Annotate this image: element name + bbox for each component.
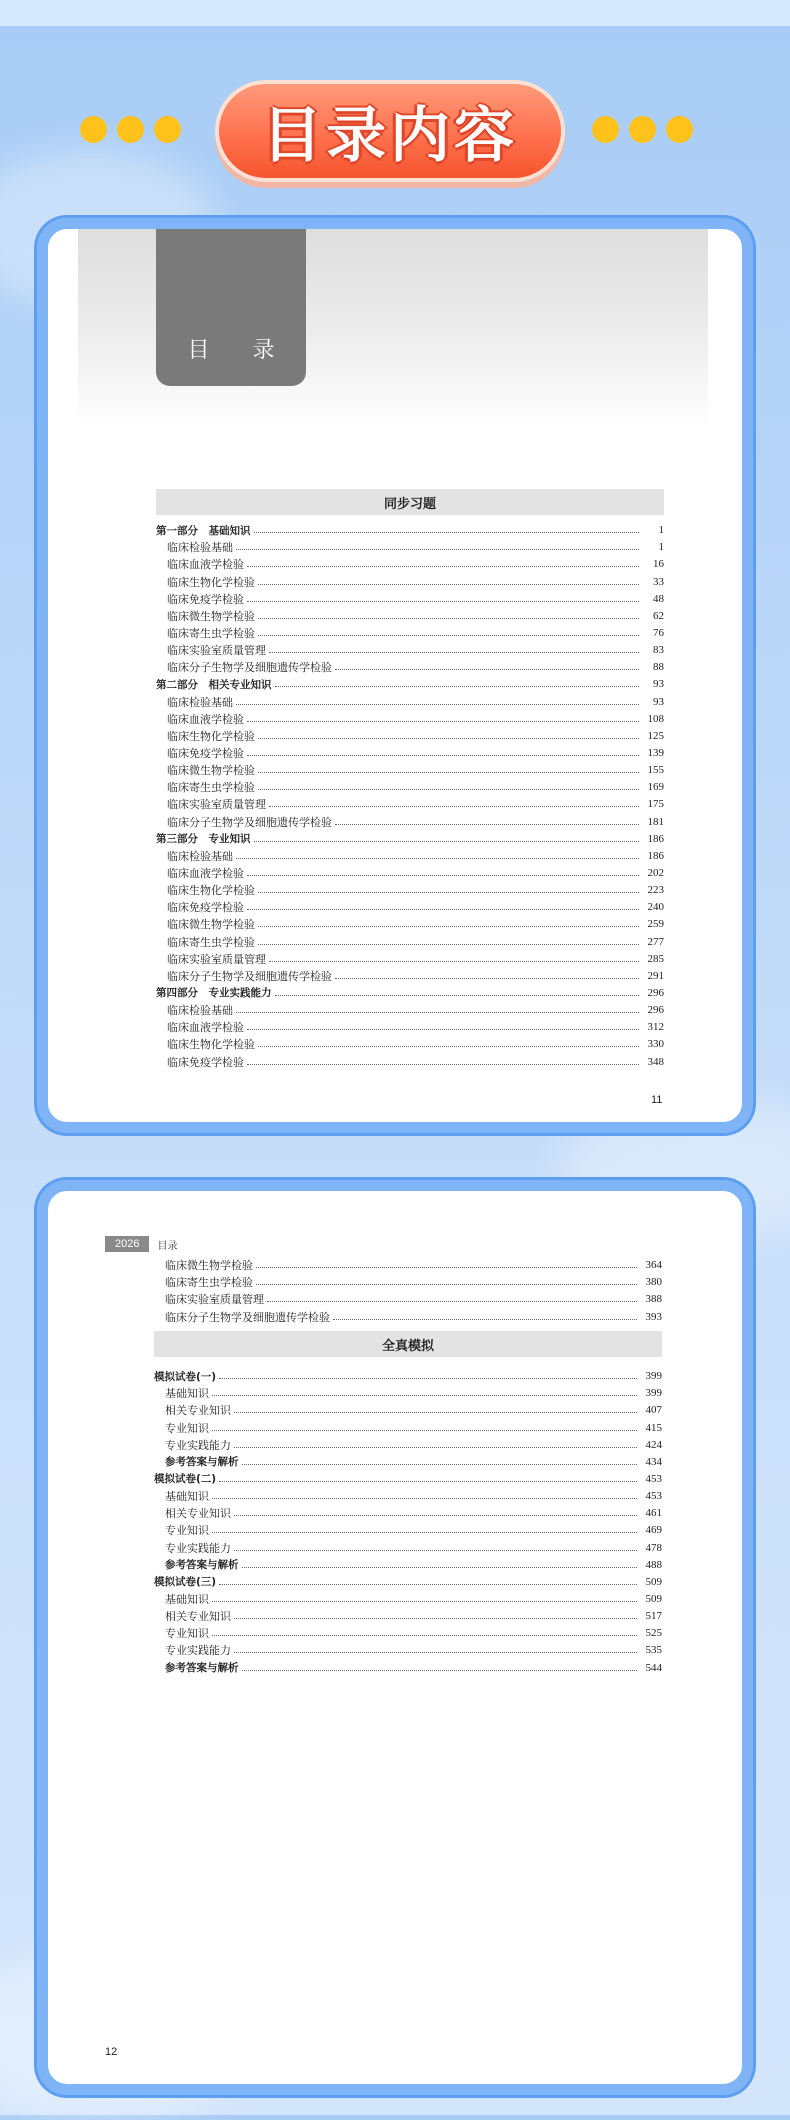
- toc-entry-label: 临床寄生虫学检验: [167, 935, 255, 949]
- toc-entry-label: 临床实验室质量管理: [167, 952, 266, 966]
- toc-entry-label: 相关专业知识: [165, 1507, 231, 1521]
- dot-leader: [256, 1284, 637, 1285]
- toc-entry-page: 380: [645, 1276, 662, 1289]
- dot-icon: [154, 116, 181, 143]
- toc-entry: [156, 605, 664, 622]
- toc-entry: [154, 1554, 662, 1571]
- toc-entry: [154, 1434, 662, 1451]
- toc-entry-label: 临床血液学检验: [167, 712, 244, 726]
- toc-entry-page: 535: [645, 1644, 662, 1657]
- toc-entry-label: 临床血液学检验: [167, 1021, 244, 1035]
- toc-entry-label: 模拟试卷(三): [154, 1576, 217, 1589]
- section-title: 全真模拟: [381, 1338, 434, 1354]
- toc-entry-label: 第二部分 相关专业知识: [156, 678, 272, 691]
- toc-entry: [156, 845, 664, 862]
- toc-entry-page: 399: [645, 1370, 662, 1383]
- toc-entry-page: 461: [645, 1507, 662, 1520]
- dot-leader: [219, 1481, 637, 1482]
- toc-entry-page: 544: [645, 1661, 662, 1674]
- dot-leader: [254, 532, 640, 533]
- toc-entry-label: 临床生物化学检验: [167, 729, 255, 743]
- toc-entry-page: 223: [647, 884, 664, 897]
- toc-entry-label: 专业知识: [165, 1421, 209, 1435]
- toc-entry: [154, 1588, 662, 1605]
- toc-entry-page: 83: [653, 644, 664, 657]
- toc-entry: [154, 1502, 662, 1519]
- dot-leader: [258, 1046, 639, 1047]
- toc-entry: [156, 639, 664, 656]
- toc-entry: [156, 999, 664, 1016]
- toc-entry: [154, 1305, 662, 1322]
- toc-entry-page: 330: [647, 1038, 664, 1051]
- contents-tab-title: 目 录: [187, 338, 293, 363]
- toc-entry-label: 临床检验基础: [167, 541, 233, 555]
- decorative-dots-right: [592, 116, 693, 143]
- toc-entry-label: 临床寄生虫学检验: [165, 1276, 253, 1290]
- toc-entry-label: 参考答案与解析: [165, 1662, 239, 1675]
- toc-entry-label: 临床血液学检验: [167, 866, 244, 880]
- toc-entry: [154, 1451, 662, 1468]
- dot-leader: [247, 909, 639, 910]
- dot-leader: [258, 892, 639, 893]
- toc-part-entry: [156, 828, 664, 845]
- toc-entry-label: 临床检验基础: [167, 695, 233, 709]
- toc-entry-page: 291: [647, 969, 664, 982]
- toc-entry: [156, 622, 664, 639]
- toc-entry: [156, 536, 664, 553]
- dot-leader: [333, 1319, 637, 1320]
- dot-leader: [212, 1532, 637, 1533]
- toc-entry-label: 临床免疫学检验: [167, 746, 244, 760]
- dot-leader: [258, 618, 639, 619]
- dot-leader: [258, 789, 639, 790]
- toc-entry-label: 专业实践能力: [165, 1438, 231, 1452]
- toc-entry: [156, 948, 664, 965]
- toc-entry-label: 临床血液学检验: [167, 558, 244, 572]
- toc-entry: [156, 862, 664, 879]
- toc-entry-label: 基础知识: [165, 1592, 209, 1606]
- toc-entry-page: 488: [645, 1558, 662, 1571]
- decorative-dots-left: [80, 116, 181, 143]
- dot-leader: [247, 721, 639, 722]
- toc-entry-page: 139: [647, 746, 664, 759]
- toc-entry-page: 175: [647, 798, 664, 811]
- dot-icon: [80, 116, 107, 143]
- toc-entry: [156, 588, 664, 605]
- dot-leader: [247, 875, 639, 876]
- toc-entry-page: 453: [645, 1472, 662, 1485]
- dot-leader: [236, 549, 639, 550]
- toc-entry-label: 专业知识: [165, 1627, 209, 1641]
- dot-leader: [335, 978, 639, 979]
- toc-entry: [156, 793, 664, 810]
- dot-leader: [256, 1267, 637, 1268]
- toc-entry-label: 基础知识: [165, 1490, 209, 1504]
- toc-entry-page: 434: [645, 1455, 662, 1468]
- toc-entry-page: 296: [647, 1004, 664, 1017]
- dot-leader: [258, 926, 639, 927]
- dot-icon: [629, 116, 656, 143]
- dot-leader: [258, 584, 639, 585]
- banner-pill: [215, 80, 565, 182]
- toc-page-card-1: [37, 218, 753, 1133]
- top-strip: [0, 0, 790, 26]
- dot-leader: [212, 1635, 637, 1636]
- toc-entry-page: 509: [645, 1575, 662, 1588]
- toc-entry-label: 专业知识: [165, 1524, 209, 1538]
- toc-entry-page: 525: [645, 1627, 662, 1640]
- toc-entry-page: 33: [653, 575, 664, 588]
- dot-leader: [234, 1652, 637, 1653]
- dot-leader: [267, 1301, 637, 1302]
- toc-entry-page: 478: [645, 1541, 662, 1554]
- toc-entry-page: 155: [647, 764, 664, 777]
- toc-entry-page: 285: [647, 952, 664, 965]
- toc-entry-label: 临床免疫学检验: [167, 901, 244, 915]
- toc-entry-label: 参考答案与解析: [165, 1559, 239, 1572]
- dot-leader: [269, 806, 639, 807]
- dot-leader: [242, 1670, 638, 1671]
- dot-leader: [247, 566, 639, 567]
- toc-part-entry: [154, 1468, 662, 1485]
- dot-leader: [275, 686, 640, 687]
- dot-leader: [247, 1064, 639, 1065]
- toc-entry: [154, 1254, 662, 1271]
- page-number: 12: [105, 2046, 118, 2058]
- toc-entry-page: 348: [647, 1055, 664, 1068]
- dot-leader: [212, 1395, 637, 1396]
- contents-tab: [156, 229, 306, 386]
- toc-entry-label: 专业实践能力: [165, 1541, 231, 1555]
- toc-entry: [156, 570, 664, 587]
- toc-entry: [154, 1485, 662, 1502]
- toc-entry: [156, 708, 664, 725]
- toc-entry: [154, 1622, 662, 1639]
- dot-leader: [258, 944, 639, 945]
- toc-list: [154, 1365, 662, 1674]
- dot-leader: [219, 1584, 637, 1585]
- dot-leader: [236, 1012, 639, 1013]
- toc-entry: [156, 930, 664, 947]
- toc-entry-label: 专业实践能力: [165, 1644, 231, 1658]
- toc-entry-page: 415: [645, 1421, 662, 1434]
- toc-entry: [154, 1519, 662, 1536]
- toc-entry-page: 388: [645, 1293, 662, 1306]
- banner-title: 目录内容: [262, 101, 518, 171]
- toc-entry-page: 469: [645, 1524, 662, 1537]
- toc-entry: [156, 690, 664, 707]
- toc-entry-label: 临床微生物学检验: [165, 1259, 253, 1273]
- toc-entry-page: 202: [647, 866, 664, 879]
- toc-entry-label: 临床实验室质量管理: [167, 798, 266, 812]
- toc-entry: [154, 1399, 662, 1416]
- toc-entry-page: 186: [647, 832, 664, 845]
- toc-entry-label: 临床分子生物学及细胞遗传学检验: [165, 1310, 330, 1324]
- toc-entry-label: 临床分子生物学及细胞遗传学检验: [167, 661, 332, 675]
- dot-leader: [212, 1601, 637, 1602]
- dot-leader: [234, 1515, 637, 1516]
- toc-entry-page: 393: [645, 1310, 662, 1323]
- dot-leader: [234, 1412, 637, 1413]
- toc-entry-label: 第三部分 专业知识: [156, 833, 251, 846]
- toc-entry-label: 模拟试卷(一): [154, 1370, 217, 1383]
- toc-part-entry: [154, 1365, 662, 1382]
- toc-entry-label: 临床实验室质量管理: [165, 1293, 264, 1307]
- toc-part-entry: [156, 519, 664, 536]
- dot-leader: [212, 1430, 637, 1431]
- toc-entry-page: 312: [647, 1021, 664, 1034]
- toc-entry-label: 临床微生物学检验: [167, 764, 255, 778]
- toc-entry-page: 509: [645, 1592, 662, 1605]
- toc-entry-page: 93: [653, 678, 664, 691]
- toc-entry-label: 临床微生物学检验: [167, 918, 255, 932]
- section-title-bar: [156, 489, 664, 515]
- toc-entry: [154, 1382, 662, 1399]
- toc-entry: [156, 810, 664, 827]
- toc-entry: [156, 776, 664, 793]
- toc-entry-page: 125: [647, 729, 664, 742]
- dot-leader: [258, 635, 639, 636]
- toc-entry-label: 临床检验基础: [167, 1004, 233, 1018]
- toc-entry: [156, 553, 664, 570]
- dot-leader: [254, 841, 640, 842]
- toc-part-entry: [156, 982, 664, 999]
- dot-leader: [234, 1550, 637, 1551]
- toc-entry: [154, 1639, 662, 1656]
- toc-entry-label: 临床分子生物学及细胞遗传学检验: [167, 815, 332, 829]
- banner: [0, 80, 790, 184]
- dot-leader: [212, 1498, 637, 1499]
- toc-part-entry: [156, 673, 664, 690]
- dot-icon: [666, 116, 693, 143]
- toc-entry-page: 240: [647, 901, 664, 914]
- dot-leader: [275, 995, 640, 996]
- toc-entry: [156, 725, 664, 742]
- dot-icon: [592, 116, 619, 143]
- toc-part-entry: [154, 1571, 662, 1588]
- toc-entry: [156, 1016, 664, 1033]
- dot-leader: [234, 1447, 637, 1448]
- toc-entry: [154, 1605, 662, 1622]
- toc-entry: [156, 965, 664, 982]
- toc-entry-page: 1: [658, 541, 664, 554]
- toc-entry: [156, 1050, 664, 1067]
- toc-entry-page: 259: [647, 918, 664, 931]
- section-title-bar: [154, 1331, 662, 1357]
- toc-entry-page: 277: [647, 935, 664, 948]
- toc-entry: [156, 1033, 664, 1050]
- toc-entry-label: 临床实验室质量管理: [167, 644, 266, 658]
- toc-entry-label: 临床生物化学检验: [167, 575, 255, 589]
- toc-entry: [154, 1656, 662, 1673]
- toc-entry-page: 88: [653, 661, 664, 674]
- toc-list: [156, 519, 664, 1068]
- toc-entry-page: 186: [647, 849, 664, 862]
- toc-page-card-2: [37, 1180, 753, 2095]
- dot-leader: [219, 1378, 637, 1379]
- toc-entry-page: 169: [647, 781, 664, 794]
- dot-leader: [247, 755, 639, 756]
- toc-entry-label: 临床分子生物学及细胞遗传学检验: [167, 969, 332, 983]
- dot-leader: [242, 1567, 638, 1568]
- section-title: 同步习题: [383, 496, 436, 512]
- toc-entry: [156, 759, 664, 776]
- toc-entry-label: 相关专业知识: [165, 1610, 231, 1624]
- toc-entry: [156, 896, 664, 913]
- toc-entry-page: 48: [653, 592, 664, 605]
- dot-leader: [335, 669, 639, 670]
- toc-entry-label: 临床免疫学检验: [167, 1055, 244, 1069]
- toc-entry-page: 424: [645, 1438, 662, 1451]
- toc-entry-page: 62: [653, 609, 664, 622]
- toc-entry: [154, 1271, 662, 1288]
- dot-leader: [269, 961, 639, 962]
- dot-leader: [236, 858, 639, 859]
- toc-entry-page: 76: [653, 626, 664, 639]
- running-header: [105, 1236, 177, 1252]
- toc-entry-label: 第四部分 专业实践能力: [156, 987, 272, 1000]
- toc-entry: [156, 913, 664, 930]
- dot-leader: [335, 824, 639, 825]
- toc-entry-label: 临床寄生虫学检验: [167, 626, 255, 640]
- running-title: 目录: [157, 1240, 178, 1252]
- toc-entry-label: 模拟试卷(二): [154, 1473, 217, 1486]
- toc-entry-page: 517: [645, 1610, 662, 1623]
- toc-entry: [156, 879, 664, 896]
- dot-leader: [247, 601, 639, 602]
- toc-entry-label: 临床生物化学检验: [167, 884, 255, 898]
- toc-entry-label: 临床免疫学检验: [167, 592, 244, 606]
- dot-icon: [117, 116, 144, 143]
- toc-entry-label: 临床微生物学检验: [167, 609, 255, 623]
- dot-leader: [269, 652, 639, 653]
- toc-entry-page: 364: [645, 1259, 662, 1272]
- toc-entry-label: 相关专业知识: [165, 1404, 231, 1418]
- dot-leader: [247, 1029, 639, 1030]
- toc-entry-page: 93: [653, 695, 664, 708]
- toc-entry-page: 181: [647, 815, 664, 828]
- toc-entry-label: 基础知识: [165, 1387, 209, 1401]
- dot-leader: [234, 1618, 637, 1619]
- toc-entry-page: 1: [658, 524, 664, 537]
- toc-entry-page: 399: [645, 1387, 662, 1400]
- toc-entry-page: 453: [645, 1490, 662, 1503]
- toc-entry: [156, 656, 664, 673]
- toc-entry: [154, 1416, 662, 1433]
- toc-entry-page: 16: [653, 558, 664, 571]
- toc-entry: [154, 1536, 662, 1553]
- dot-leader: [258, 772, 639, 773]
- toc-entry-label: 第一部分 基础知识: [156, 524, 251, 537]
- toc-entry-page: 108: [647, 712, 664, 725]
- toc-entry-label: 参考答案与解析: [165, 1456, 239, 1469]
- toc-entry-page: 407: [645, 1404, 662, 1417]
- toc-entry-label: 临床寄生虫学检验: [167, 781, 255, 795]
- dot-leader: [258, 738, 639, 739]
- toc-entry-label: 临床生物化学检验: [167, 1038, 255, 1052]
- toc-entry: [156, 742, 664, 759]
- toc-entry-label: 临床检验基础: [167, 849, 233, 863]
- year-badge: 2026: [105, 1236, 149, 1252]
- dot-leader: [242, 1464, 638, 1465]
- toc-entry-page: 296: [647, 986, 664, 999]
- dot-leader: [236, 704, 639, 705]
- page-number: 11: [651, 1094, 663, 1106]
- toc-list-continued: [154, 1254, 662, 1323]
- toc-entry: [154, 1288, 662, 1305]
